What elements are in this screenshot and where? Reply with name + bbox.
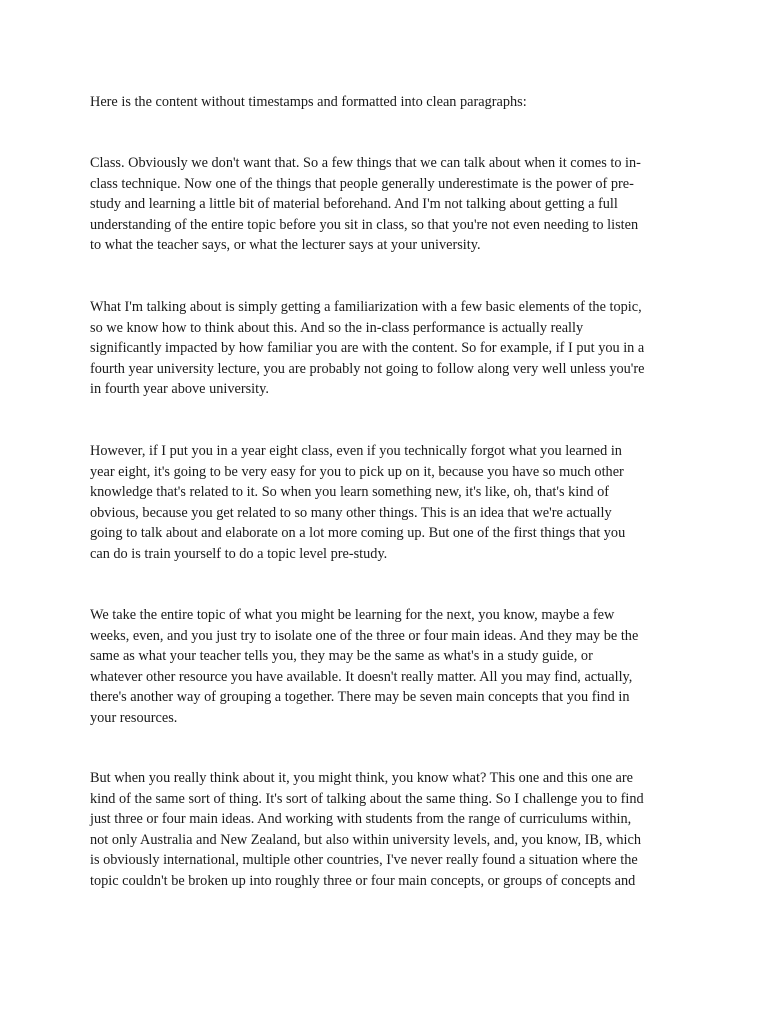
paragraph-line: to what the teacher says, or what the lecturer says at your university. (90, 237, 481, 253)
paragraph-line: there's another way of grouping a together. There may be seven main concepts that you find in (90, 689, 630, 705)
paragraph-line: obvious, because you get related to so many other things. This is an idea that we're actually (90, 504, 612, 521)
paragraph-line: just three or four main ideas. And working with students from the range of curriculums within, (90, 811, 632, 827)
paragraph-line: whatever other resource you have available. It doesn't really matter. All you may find, actually, (90, 668, 633, 685)
paragraph-line: weeks, even, and you just try to isolate one of the three or four main ideas. And they may be the (90, 627, 639, 644)
paragraph-2 (90, 297, 680, 400)
paragraph-3 (90, 441, 680, 564)
paragraph-line: same as what your teacher tells you, they may be the same as what's in a study guide, or (90, 648, 593, 664)
paragraph-line: in fourth year above university. (90, 381, 269, 397)
paragraph-4 (90, 605, 680, 728)
paragraph-line: What I'm talking about is simply getting a familiarization with a few basic elements of the topic, (90, 299, 642, 315)
paragraph-line: is obviously international, multiple other countries, I've never really found a situation where the (90, 852, 638, 868)
paragraph-1 (90, 153, 680, 256)
paragraph-line: kind of the same sort of thing. It's sort of talking about the same thing. So I challenge you to find (90, 790, 644, 807)
paragraph-line: going to talk about and elaborate on a lot more coming up. But one of the first things that you (90, 525, 626, 541)
paragraph-line: your resources. (90, 709, 178, 726)
paragraph-5 (90, 768, 680, 891)
paragraph-line: Class. Obviously we don't want that. So a few things that we can talk about when it comes to in- (90, 155, 641, 171)
paragraph-line: class technique. Now one of the things that people generally underestimate is the power of pre- (90, 175, 634, 192)
paragraph-line: However, if I put you in a year eight class, even if you technically forgot what you learned in (90, 443, 622, 459)
paragraph-line: study and learning a little bit of material beforehand. And I'm not talking about getting a full (90, 196, 618, 212)
paragraph-line: understanding of the entire topic before you sit in class, so that you're not even needing to listen (90, 216, 639, 233)
paragraph-line: so we know how to think about this. And so the in-class performance is actually really (90, 319, 584, 336)
paragraph-line: We take the entire topic of what you might be learning for the next, you know, maybe a few (90, 607, 615, 623)
paragraph-line: year eight, it's going to be very easy for you to pick up on it, because you have so much other (90, 463, 624, 480)
paragraph-line: can do is train yourself to do a topic level pre-study. (90, 545, 388, 562)
paragraph-line: topic couldn't be broken up into roughly three or four main concepts, or groups of concepts and (90, 872, 636, 889)
paragraph-line: knowledge that's related to it. So when you learn something new, it's like, oh, that's kind of (90, 484, 610, 500)
paragraph-line: not only Australia and New Zealand, but also within university levels, and, you know, IB, which (90, 831, 641, 848)
paragraph-line: But when you really think about it, you might think, you know what? This one and this one are (90, 770, 633, 786)
intro-line: Here is the content without timestamps and formatted into clean paragraphs: (90, 94, 527, 110)
paragraph-line: significantly impacted by how familiar you are with the content. So for example, if I put you in a (90, 340, 645, 356)
paragraph-line: fourth year university lecture, you are probably not going to follow along very well unless you're (90, 360, 645, 377)
